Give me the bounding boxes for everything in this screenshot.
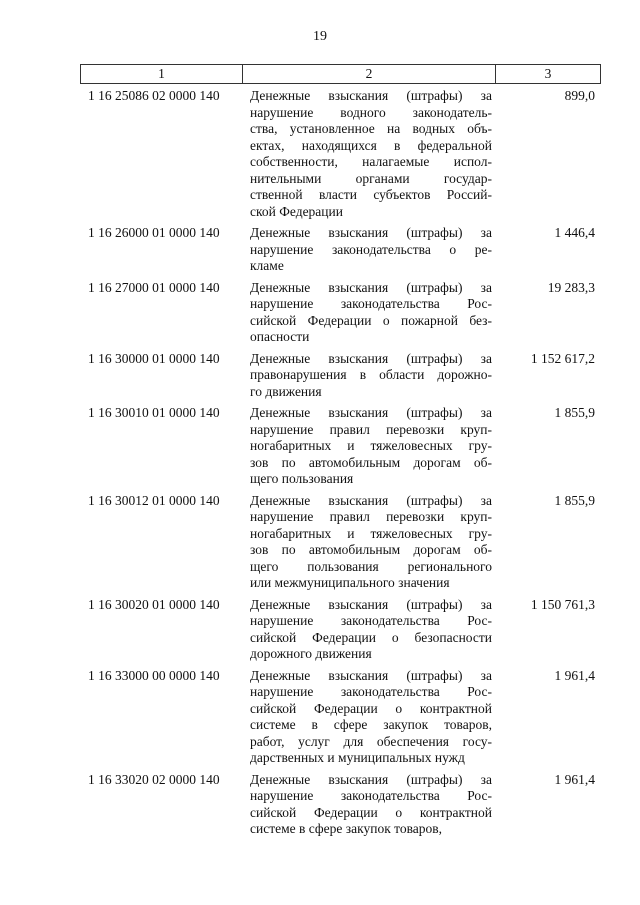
description-line: Денежные взыскания (штрафы) за (250, 279, 492, 295)
description-line: дарственных и муниципальных нужд (250, 750, 465, 765)
description-line: зов по автомобильным дорогам об- (250, 542, 492, 557)
header-col-3: 3 (544, 66, 552, 81)
description-line: Денежные взыскания (штрафы) за (250, 405, 492, 420)
description-line: ектах, находящихся в федеральной (250, 137, 492, 153)
description-line: системе в сфере закупок товаров, (250, 821, 443, 836)
amount-value: 1 961,4 (554, 667, 595, 683)
description-line: нительными органами государ- (250, 170, 492, 186)
table-row (80, 597, 601, 663)
revenue-description (250, 597, 492, 663)
header-col-1: 1 (81, 65, 243, 83)
budget-code: 1 16 30012 01 0000 140 (88, 492, 220, 508)
description-line: сийской Федерации о безопасности (250, 629, 492, 645)
table-header (80, 64, 601, 84)
budget-code: 1 16 33000 00 0000 140 (88, 667, 220, 683)
description-line: собственности, налагаемые испол- (250, 154, 492, 169)
description-line: ской Федерации (250, 203, 343, 219)
table-row (80, 351, 601, 401)
description-line: Денежные взыскания (штрафы) за (250, 667, 492, 683)
description-line: ногабаритных и тяжеловесных гру- (250, 525, 492, 541)
amount-value: 1 446,4 (554, 225, 595, 240)
table-row (80, 405, 601, 488)
description-line: зов по автомобильным дорогам об- (250, 454, 492, 470)
description-line: нарушение законодательства Рос- (250, 613, 492, 628)
description-line: щего пользования регионального (250, 558, 492, 574)
revenue-description (250, 88, 492, 220)
description-line: кламе (250, 258, 284, 273)
amount-value: 1 855,9 (554, 492, 595, 508)
description-line: щего пользования (250, 471, 354, 486)
revenue-description (250, 668, 492, 767)
description-line: системе в сфере закупок товаров, (250, 717, 492, 732)
description-line: Денежные взыскания (штрафы) за (250, 492, 492, 508)
description-line: го движения (250, 383, 322, 399)
amount-value: 1 152 617,2 (530, 350, 595, 366)
budget-code: 1 16 25086 02 0000 140 (88, 88, 220, 103)
amount-value: 1 150 761,3 (530, 596, 595, 612)
description-line: сийской Федерации о контрактной (250, 700, 492, 716)
description-line: нарушение законодательства Рос- (250, 684, 492, 699)
description-line: Денежные взыскания (штрафы) за (250, 88, 492, 103)
description-line: работ, услуг для обеспечения госу- (250, 733, 492, 749)
header-col-2: 2 (243, 65, 496, 83)
budget-code: 1 16 30010 01 0000 140 (88, 405, 220, 420)
table-row (80, 668, 601, 767)
revenue-description (250, 351, 492, 401)
description-line: сийской Федерации о пожарной без- (250, 312, 492, 328)
revenue-description (250, 405, 492, 488)
budget-code: 1 16 30000 01 0000 140 (88, 350, 220, 366)
description-line: нарушение законодательства Рос- (250, 296, 492, 311)
description-line: ственной власти субъектов Россий- (250, 187, 492, 202)
description-line: сийской Федерации о контрактной (250, 804, 492, 820)
description-line: опасности (250, 329, 310, 344)
amount-value: 899,0 (564, 88, 595, 103)
table-row (80, 225, 601, 275)
revenue-description (250, 280, 492, 346)
amount-value: 1 961,4 (554, 771, 595, 787)
description-line: Денежные взыскания (штрафы) за (250, 350, 492, 366)
budget-code: 1 16 26000 01 0000 140 (88, 225, 220, 240)
description-line: нарушение правил перевозки круп- (250, 421, 492, 437)
revenue-description (250, 493, 492, 592)
description-line: или межмуниципального значения (250, 575, 450, 590)
revenue-description (250, 772, 492, 838)
page-number: 19 (313, 29, 327, 44)
description-line: Денежные взыскания (штрафы) за (250, 225, 492, 240)
description-line: ногабаритных и тяжеловесных гру- (250, 438, 492, 453)
budget-code: 1 16 27000 01 0000 140 (88, 279, 220, 295)
revenue-description (250, 225, 492, 275)
description-line: Денежные взыскания (штрафы) за (250, 771, 492, 787)
table-row (80, 493, 601, 592)
description-line: правонарушения в области дорожно- (250, 367, 492, 382)
amount-value: 19 283,3 (547, 279, 595, 295)
description-line: Денежные взыскания (штрафы) за (250, 596, 492, 612)
table-body (80, 88, 601, 843)
table-row (80, 280, 601, 346)
description-line: дорожного движения (250, 646, 372, 661)
description-line: нарушение законодательства о ре- (250, 241, 492, 257)
budget-code: 1 16 30020 01 0000 140 (88, 596, 220, 612)
description-line: ства, установленное на водных объ- (250, 121, 492, 136)
description-line: нарушение законодательства Рос- (250, 788, 492, 803)
table-row (80, 88, 601, 220)
budget-code: 1 16 33020 02 0000 140 (88, 771, 220, 787)
table-row (80, 772, 601, 838)
description-line: нарушение правил перевозки круп- (250, 509, 492, 524)
description-line: нарушение водного законодатель- (250, 104, 492, 120)
amount-value: 1 855,9 (554, 405, 595, 420)
